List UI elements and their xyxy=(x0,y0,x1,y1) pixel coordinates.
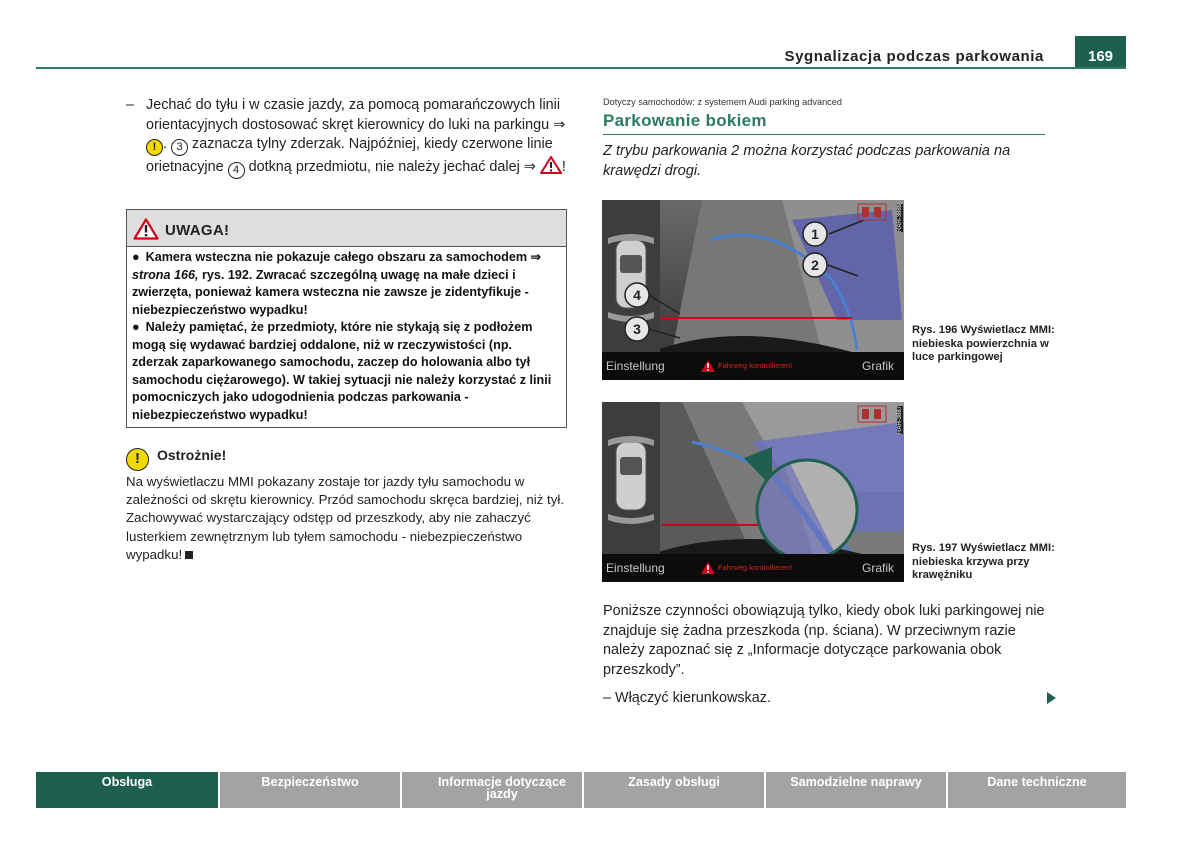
svg-text:2: 2 xyxy=(811,257,819,273)
figure-caption-196: Rys. 196 Wyświetlacz MMI: niebieska powierzchnia w luce parkingowej xyxy=(912,324,1055,363)
svg-text:3: 3 xyxy=(633,321,641,337)
svg-text:1: 1 xyxy=(811,226,819,242)
section-title: Parkowanie bokiem xyxy=(603,111,1045,135)
step-text: dotkną przedmiotu, nie należy jechać dalej ⇒ xyxy=(244,159,540,175)
step-text: Jechać do tyłu i w czasie jazdy, za pomocą pomarańczowych linii orientacyjnych dostosować skręt kierownicy do luki na parkingu ⇒ xyxy=(146,97,566,133)
callout-ref-4: 4 xyxy=(228,162,245,179)
svg-text:4: 4 xyxy=(633,287,641,303)
warning-title: UWAGA! xyxy=(165,222,230,239)
step-text: ! xyxy=(561,159,566,175)
caution-title: Ostrożnie! xyxy=(157,447,227,463)
mmi-display-figure-197 xyxy=(602,402,904,582)
caution-text xyxy=(126,473,568,564)
nav-tab-zasady-obslugi[interactable]: Zasady obsługi xyxy=(584,772,764,808)
figure-caption-197: Rys. 197 Wyświetlacz MMI: niebieska krzywa przy krawężniku xyxy=(912,542,1055,581)
caution-icon: ! xyxy=(126,448,149,471)
camera-view-illustration xyxy=(602,402,904,582)
header-rule xyxy=(36,67,1126,69)
car-topview-icon xyxy=(602,402,660,554)
screen-right-label: Grafik xyxy=(861,359,894,373)
running-header-title: Sygnalizacja podczas parkowania xyxy=(784,48,1044,65)
screen-right-label: Grafik xyxy=(861,561,894,575)
warning-box xyxy=(126,209,567,428)
instruction-step xyxy=(126,96,568,181)
continue-arrow-icon xyxy=(1047,692,1056,704)
chapter-nav xyxy=(36,772,1126,808)
step-text: . xyxy=(163,136,171,152)
figure-code: RAH-3887 xyxy=(897,406,903,435)
step-dash: – xyxy=(126,97,135,113)
warning-item xyxy=(132,319,561,424)
nav-tab-dane-techniczne[interactable]: Dane techniczne xyxy=(948,772,1126,808)
warning-triangle-icon xyxy=(540,156,562,181)
warning-item xyxy=(132,249,561,319)
applicability-note: Dotyczy samochodów: z systemem Audi parking advanced xyxy=(603,97,842,107)
screen-left-label: Einstellung xyxy=(606,359,665,373)
figure-code: RAH-3886 xyxy=(897,204,903,233)
mmi-display-figure-196 xyxy=(602,200,904,380)
warning-text: Kamera wsteczna nie pokazuje całego obszaru za samochodem ⇒ xyxy=(145,250,542,264)
instruction-step: – Włączyć kierunkowskaz. xyxy=(603,690,771,706)
warning-body xyxy=(127,247,566,424)
screen-center-label: Fahrweg kontrollieren! xyxy=(718,563,793,572)
step-text: zaznacza tylny zderzak. Najpóźniej, kiedy czerwone linie orietnacyjne xyxy=(146,136,553,175)
bullet: ● xyxy=(132,320,140,334)
caution-symbol-icon: ! xyxy=(146,139,163,156)
nav-tab-bezpieczenstwo[interactable]: Bezpieczeństwo xyxy=(220,772,400,808)
page-number: 169 xyxy=(1075,36,1126,69)
body-paragraph: Poniższe czynności obowiązują tylko, kiedy obok luki parkingowej nie znajduje się żadna przeszkoda (np. ściana). W przeciwnym razie należy zapoznać się z „Informacje dotyczące parkowania obok przeszkody”. xyxy=(603,603,1045,678)
nav-tab-samodzielne-naprawy[interactable]: Samodzielne naprawy xyxy=(766,772,946,808)
nav-tab-obsluga[interactable]: Obsługa xyxy=(36,772,218,808)
warning-text: Należy pamiętać, że przedmioty, które nie stykają się z podłożem mogą się wydawać bardziej oddalone, niż w rzeczywistości (np. zderzak zaparkowanego samochodu, zaczep do holowania albo tył samochodu ciężarowego). W takiej sytuacji nie należy korzystać z linii pomocniczych jako udogodnienia podczas parkowania - niebezpieczeństwo wypadku! xyxy=(132,320,552,422)
end-marker-icon xyxy=(185,551,193,559)
callout-ref-3: 3 xyxy=(171,139,188,156)
nav-tab-informacje[interactable]: Informacje dotyczące jazdy xyxy=(402,772,582,808)
camera-view-illustration xyxy=(602,200,904,380)
left-column xyxy=(126,96,568,181)
caution-note xyxy=(126,447,568,564)
warning-text: rys. 192. Zwracać szczególną uwagę na małe dzieci i zwierzęta, ponieważ kamera wsteczna nie zawsze je zidentyfikuje - niebezpieczeństwo wypadku! xyxy=(132,267,529,317)
screen-center-label: Fahrweg kontrollieren! xyxy=(718,361,793,370)
screen-left-label: Einstellung xyxy=(606,561,665,575)
caution-header xyxy=(126,447,568,473)
page-reference: strona 166, xyxy=(132,267,199,282)
warning-header xyxy=(127,210,566,247)
bullet: ● xyxy=(132,250,140,264)
warning-triangle-icon xyxy=(133,218,159,240)
caution-body: Na wyświetlaczu MMI pokazany zostaje tor jazdy tyłu samochodu w zależności od skrętu kierownicy. Przód samochodu skręca bardziej, niż tył. Zachowywać wystarczający odstęp od przeszkody, aby nie zahaczyć lusterkiem zewnętrznym lub tyłem samochodu - niebezpieczeństwo wypadku! xyxy=(126,474,564,562)
section-intro: Z trybu parkowania 2 można korzystać podczas parkowania na krawędzi drogi. xyxy=(603,143,1011,179)
